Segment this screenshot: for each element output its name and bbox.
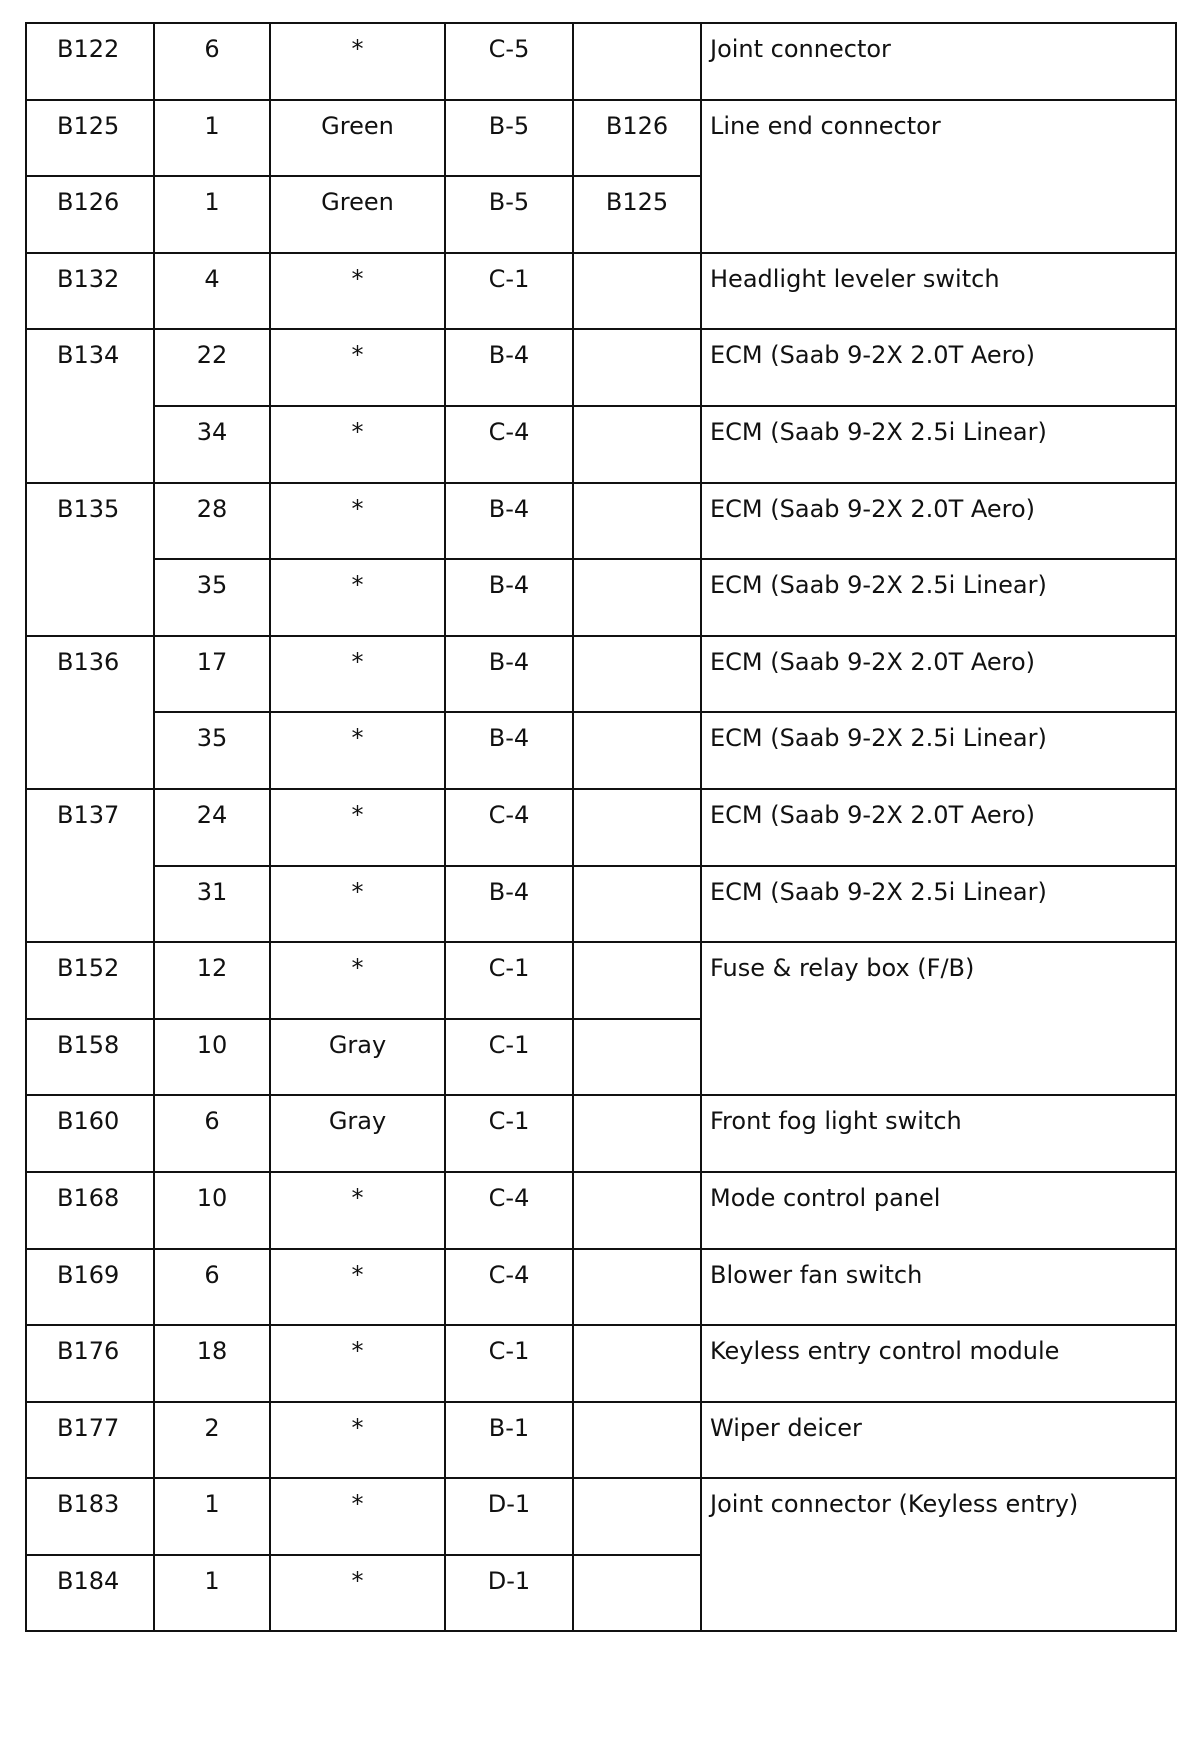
table-row <box>26 100 1176 177</box>
grid-area-cell: C-4 <box>445 1172 573 1249</box>
pin-count-cell: 10 <box>154 1172 270 1249</box>
mating-connector-cell: B126 <box>573 100 701 177</box>
grid-area-cell: B-5 <box>445 176 573 253</box>
table-row <box>26 789 1176 866</box>
grid-area-cell: B-1 <box>445 1402 573 1479</box>
grid-area-cell: C-5 <box>445 23 573 100</box>
pin-count-cell: 10 <box>154 1019 270 1096</box>
mating-connector-cell <box>573 1478 701 1555</box>
mating-connector-cell <box>573 23 701 100</box>
grid-area-cell: C-1 <box>445 1019 573 1096</box>
connector-table <box>25 22 1177 1632</box>
connector-id-cell: B168 <box>26 1172 154 1249</box>
pin-count-cell: 1 <box>154 100 270 177</box>
connector-id-cell: B132 <box>26 253 154 330</box>
pin-count-cell: 35 <box>154 712 270 789</box>
grid-area-cell: B-4 <box>445 559 573 636</box>
connector-id-cell: B176 <box>26 1325 154 1402</box>
table-row <box>26 636 1176 713</box>
connector-id-cell: B169 <box>26 1249 154 1326</box>
mating-connector-cell <box>573 1095 701 1172</box>
grid-area-cell: D-1 <box>445 1478 573 1555</box>
mating-connector-cell <box>573 1402 701 1479</box>
grid-area-cell: C-1 <box>445 942 573 1019</box>
description-cell: ECM (Saab 9-2X 2.0T Aero) <box>701 329 1176 406</box>
mating-connector-cell <box>573 559 701 636</box>
description-cell: Mode control panel <box>701 1172 1176 1249</box>
connector-id-cell: B183 <box>26 1478 154 1555</box>
table-row <box>26 1172 1176 1249</box>
connector-color-cell: Green <box>270 176 445 253</box>
connector-color-cell: * <box>270 1402 445 1479</box>
mating-connector-cell <box>573 712 701 789</box>
connector-color-cell: * <box>270 253 445 330</box>
description-cell: Line end connector <box>701 100 1176 253</box>
connector-id-cell: B126 <box>26 176 154 253</box>
mating-connector-cell <box>573 483 701 560</box>
table-row <box>26 1402 1176 1479</box>
connector-color-cell: Green <box>270 100 445 177</box>
connector-id-cell: B135 <box>26 483 154 636</box>
connector-color-cell: * <box>270 1325 445 1402</box>
connector-color-cell: * <box>270 1249 445 1326</box>
grid-area-cell: C-1 <box>445 1325 573 1402</box>
description-cell: Headlight leveler switch <box>701 253 1176 330</box>
connector-color-cell: * <box>270 1478 445 1555</box>
table-row <box>26 1325 1176 1402</box>
pin-count-cell: 35 <box>154 559 270 636</box>
connector-color-cell: * <box>270 789 445 866</box>
grid-area-cell: B-4 <box>445 329 573 406</box>
pin-count-cell: 1 <box>154 176 270 253</box>
description-cell: ECM (Saab 9-2X 2.5i Linear) <box>701 406 1176 483</box>
mating-connector-cell <box>573 329 701 406</box>
mating-connector-cell: B125 <box>573 176 701 253</box>
connector-id-cell: B177 <box>26 1402 154 1479</box>
description-cell: ECM (Saab 9-2X 2.0T Aero) <box>701 483 1176 560</box>
table-row <box>26 406 1176 483</box>
connector-color-cell: * <box>270 712 445 789</box>
table-row <box>26 329 1176 406</box>
connector-color-cell: * <box>270 406 445 483</box>
pin-count-cell: 22 <box>154 329 270 406</box>
table-row <box>26 1478 1176 1555</box>
grid-area-cell: B-4 <box>445 636 573 713</box>
table-row <box>26 1095 1176 1172</box>
description-cell: Joint connector (Keyless entry) <box>701 1478 1176 1631</box>
description-cell: ECM (Saab 9-2X 2.5i Linear) <box>701 866 1176 943</box>
table-row <box>26 253 1176 330</box>
mating-connector-cell <box>573 406 701 483</box>
mating-connector-cell <box>573 253 701 330</box>
pin-count-cell: 1 <box>154 1555 270 1632</box>
table-row <box>26 483 1176 560</box>
description-cell: ECM (Saab 9-2X 2.5i Linear) <box>701 559 1176 636</box>
grid-area-cell: B-4 <box>445 866 573 943</box>
description-cell: Joint connector <box>701 23 1176 100</box>
table-row <box>26 23 1176 100</box>
connector-id-cell: B152 <box>26 942 154 1019</box>
connector-id-cell: B158 <box>26 1019 154 1096</box>
grid-area-cell: C-4 <box>445 789 573 866</box>
connector-id-cell: B184 <box>26 1555 154 1632</box>
pin-count-cell: 18 <box>154 1325 270 1402</box>
pin-count-cell: 24 <box>154 789 270 866</box>
pin-count-cell: 28 <box>154 483 270 560</box>
pin-count-cell: 34 <box>154 406 270 483</box>
mating-connector-cell <box>573 1555 701 1632</box>
mating-connector-cell <box>573 636 701 713</box>
pin-count-cell: 2 <box>154 1402 270 1479</box>
grid-area-cell: C-1 <box>445 1095 573 1172</box>
connector-color-cell: * <box>270 1172 445 1249</box>
connector-color-cell: * <box>270 559 445 636</box>
connector-id-cell: B136 <box>26 636 154 789</box>
connector-id-cell: B160 <box>26 1095 154 1172</box>
pin-count-cell: 6 <box>154 1095 270 1172</box>
description-cell: Keyless entry control module <box>701 1325 1176 1402</box>
grid-area-cell: B-4 <box>445 712 573 789</box>
description-cell: Front fog light switch <box>701 1095 1176 1172</box>
mating-connector-cell <box>573 789 701 866</box>
description-cell: ECM (Saab 9-2X 2.0T Aero) <box>701 636 1176 713</box>
pin-count-cell: 1 <box>154 1478 270 1555</box>
pin-count-cell: 12 <box>154 942 270 1019</box>
table-row <box>26 942 1176 1019</box>
connector-id-cell: B125 <box>26 100 154 177</box>
mating-connector-cell <box>573 866 701 943</box>
grid-area-cell: B-5 <box>445 100 573 177</box>
table-row <box>26 866 1176 943</box>
connector-color-cell: * <box>270 1555 445 1632</box>
connector-id-cell: B134 <box>26 329 154 482</box>
table-row <box>26 712 1176 789</box>
connector-color-cell: * <box>270 23 445 100</box>
mating-connector-cell <box>573 1249 701 1326</box>
connector-id-cell: B122 <box>26 23 154 100</box>
connector-color-cell: * <box>270 329 445 406</box>
connector-color-cell: * <box>270 866 445 943</box>
mating-connector-cell <box>573 1019 701 1096</box>
mating-connector-cell <box>573 1325 701 1402</box>
pin-count-cell: 6 <box>154 1249 270 1326</box>
connector-id-cell: B137 <box>26 789 154 942</box>
pin-count-cell: 17 <box>154 636 270 713</box>
table-row <box>26 1249 1176 1326</box>
mating-connector-cell <box>573 942 701 1019</box>
grid-area-cell: C-4 <box>445 1249 573 1326</box>
description-cell: Blower fan switch <box>701 1249 1176 1326</box>
pin-count-cell: 6 <box>154 23 270 100</box>
mating-connector-cell <box>573 1172 701 1249</box>
connector-color-cell: Gray <box>270 1019 445 1096</box>
pin-count-cell: 4 <box>154 253 270 330</box>
connector-color-cell: Gray <box>270 1095 445 1172</box>
description-cell: Wiper deicer <box>701 1402 1176 1479</box>
connector-color-cell: * <box>270 483 445 560</box>
connector-color-cell: * <box>270 942 445 1019</box>
pin-count-cell: 31 <box>154 866 270 943</box>
grid-area-cell: D-1 <box>445 1555 573 1632</box>
description-cell: ECM (Saab 9-2X 2.5i Linear) <box>701 712 1176 789</box>
grid-area-cell: C-1 <box>445 253 573 330</box>
grid-area-cell: C-4 <box>445 406 573 483</box>
connector-color-cell: * <box>270 636 445 713</box>
description-cell: Fuse & relay box (F/B) <box>701 942 1176 1095</box>
table-row <box>26 559 1176 636</box>
grid-area-cell: B-4 <box>445 483 573 560</box>
description-cell: ECM (Saab 9-2X 2.0T Aero) <box>701 789 1176 866</box>
